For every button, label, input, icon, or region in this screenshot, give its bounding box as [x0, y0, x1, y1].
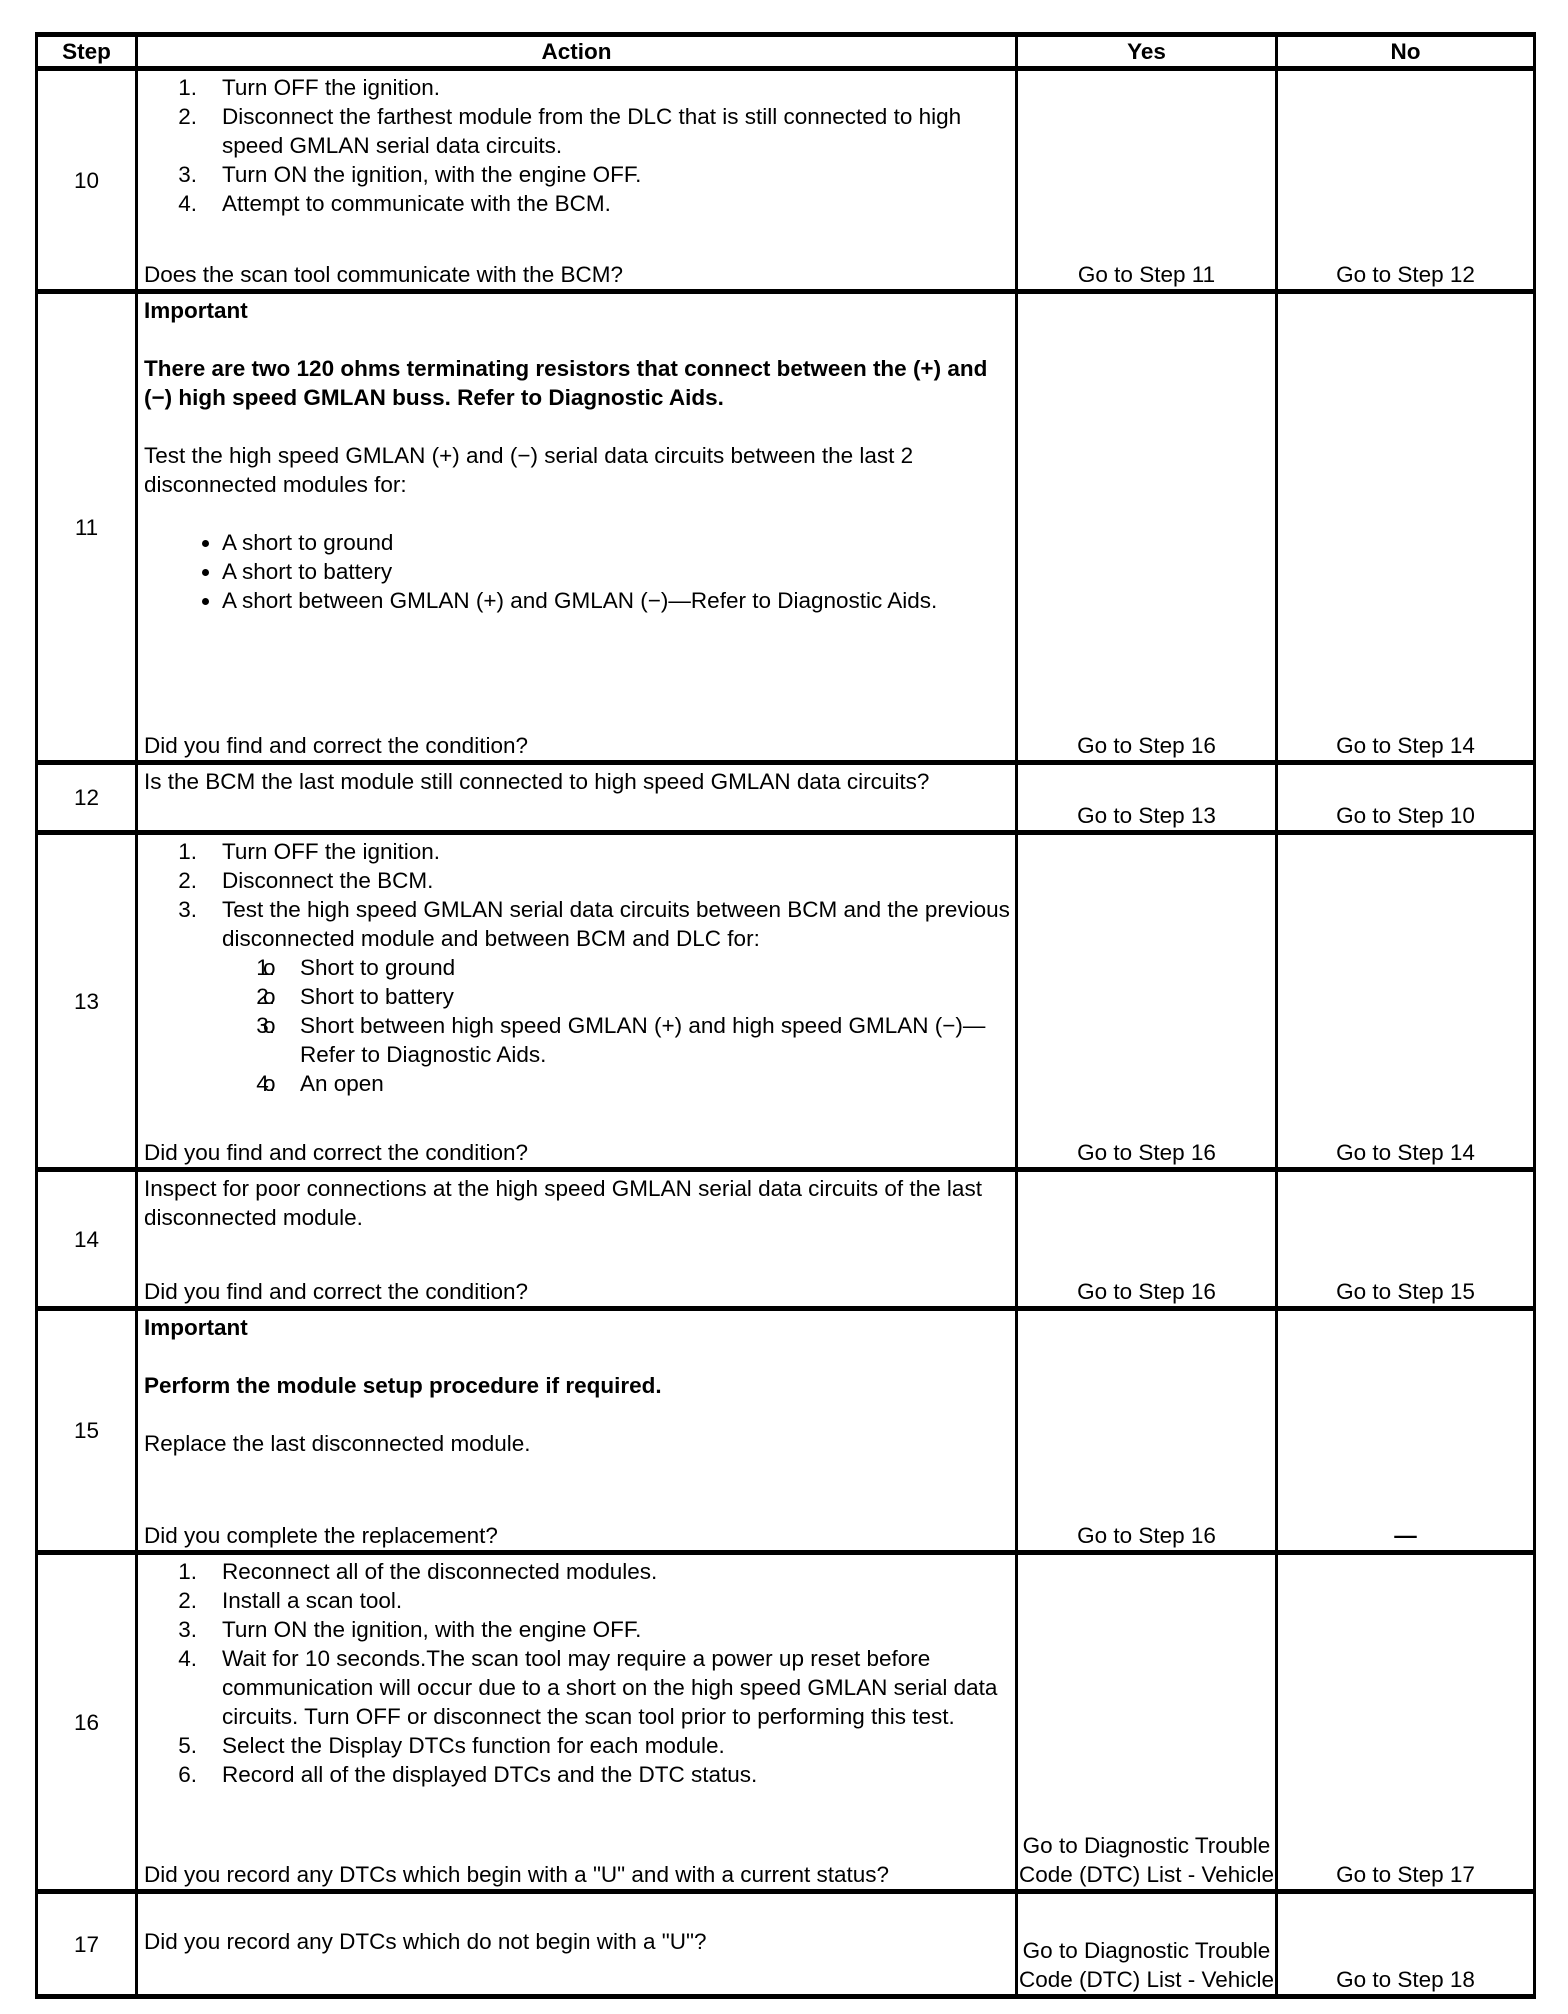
numbered-steps	[144, 837, 1011, 1098]
step-text: Wait for 10 seconds.The scan tool may require a power up reset before communication will occur due to a short on the high speed GMLAN serial data circuits. Turn OFF or disconnect the scan tool prior to performing this test.	[222, 1646, 998, 1729]
bullet-item: • A short between GMLAN (+) and GMLAN (−)—Refer to Diagnostic Aids.	[222, 586, 1011, 615]
step-text: Turn OFF the ignition.	[222, 75, 441, 100]
sub-check-item: o Short to ground	[300, 953, 1011, 982]
table-row	[35, 294, 1536, 765]
spacer	[144, 325, 1011, 354]
instruction-text: Inspect for poor connections at the high speed GMLAN serial data circuits of the last disconnected module.	[144, 1176, 982, 1230]
sub-check-item: o Short to battery	[300, 982, 1011, 1011]
question-text: Did you complete the replacement?	[144, 1523, 498, 1548]
question-text: Did you find and correct the condition?	[144, 1279, 528, 1304]
sub-check-item: o Short between high speed GMLAN (+) and high speed GMLAN (−)—Refer to Diagnostic Aids.	[300, 1011, 1011, 1069]
no-result[interactable]: Go to Step 14	[1275, 294, 1536, 760]
step-text: Test the high speed GMLAN serial data circuits between BCM and the previous disconnected module and between BCM and DLC for:	[222, 897, 1010, 951]
no-result[interactable]: Go to Step 15	[1275, 1172, 1536, 1306]
step-number: 10	[35, 71, 135, 289]
no-result[interactable]: Go to Step 18	[1275, 1894, 1536, 1994]
numbered-step	[222, 1586, 1011, 1615]
numbered-step	[222, 73, 1011, 102]
numbered-step	[222, 1644, 1011, 1731]
important-text: Important	[144, 1315, 248, 1340]
step-text: Disconnect the farthest module from the DLC that is still connected to high speed GMLAN serial data circuits.	[222, 104, 962, 158]
question-text: Does the scan tool communicate with the BCM?	[144, 262, 623, 287]
numbered-step	[222, 895, 1011, 1098]
step-text: Reconnect all of the disconnected modules.	[222, 1559, 658, 1584]
step-text: Turn OFF the ignition.	[222, 839, 441, 864]
action-cell	[135, 294, 1015, 760]
question-text: Did you find and correct the condition?	[144, 1140, 528, 1165]
yes-result[interactable]: Go to Step 16	[1015, 1311, 1275, 1550]
step-number: 14	[35, 1172, 135, 1306]
bullet-list	[144, 528, 1011, 615]
yes-result[interactable]: Go to Step 11	[1015, 71, 1275, 289]
yes-result[interactable]: Go to Diagnostic Trouble Code (DTC) List - Vehicle	[1015, 1555, 1275, 1889]
instruction-text: Test the high speed GMLAN (+) and (−) serial data circuits between the last 2 disconnected modules for:	[144, 443, 914, 497]
action-cell	[135, 835, 1015, 1167]
step-number: 15	[35, 1311, 135, 1550]
step-number: 12	[35, 765, 135, 830]
step-number: 16	[35, 1555, 135, 1889]
bullet-item: • A short to ground	[222, 528, 1011, 557]
numbered-step	[222, 1760, 1011, 1789]
numbered-step	[222, 1615, 1011, 1644]
table-row	[35, 835, 1536, 1172]
table-row	[35, 1555, 1536, 1894]
question-text: Did you record any DTCs which do not begin with a "U"?	[144, 1929, 707, 1954]
important-text: There are two 120 ohms terminating resistors that connect between the (+) and (−) high speed GMLAN buss. Refer to Diagnostic Aids.	[144, 356, 988, 410]
yes-result[interactable]: Go to Step 16	[1015, 1172, 1275, 1306]
table-row	[35, 71, 1536, 294]
numbered-step	[222, 837, 1011, 866]
no-result[interactable]: Go to Step 14	[1275, 835, 1536, 1167]
action-cell	[135, 1172, 1015, 1306]
instruction-text: Is the BCM the last module still connected to high speed GMLAN data circuits?	[144, 769, 930, 794]
step-text: Turn ON the ignition, with the engine OFF.	[222, 162, 642, 187]
numbered-step	[222, 1557, 1011, 1586]
sub-check-item: o An open	[300, 1069, 1011, 1098]
spacer	[144, 499, 1011, 528]
no-result[interactable]: —	[1275, 1311, 1536, 1550]
numbered-step	[222, 1731, 1011, 1760]
yes-result[interactable]: Go to Step 16	[1015, 835, 1275, 1167]
header-action: Action	[135, 37, 1015, 66]
table-row	[35, 1172, 1536, 1311]
header-no: No	[1275, 37, 1536, 66]
step-text: Select the Display DTCs function for each module.	[222, 1733, 725, 1758]
no-result[interactable]: Go to Step 10	[1275, 765, 1536, 830]
step-text: Install a scan tool.	[222, 1588, 403, 1613]
spacer	[144, 1400, 1011, 1429]
important-text: Perform the module setup procedure if required.	[144, 1373, 662, 1398]
action-cell	[135, 1894, 1015, 1994]
step-number: 11	[35, 294, 135, 760]
instruction-text: Replace the last disconnected module.	[144, 1431, 531, 1456]
step-text: Disconnect the BCM.	[222, 868, 434, 893]
bullet-item: • A short to battery	[222, 557, 1011, 586]
table-row	[35, 1311, 1536, 1555]
table-header-row	[35, 37, 1536, 71]
question-text: Did you find and correct the condition?	[144, 733, 528, 758]
header-step: Step	[35, 37, 135, 66]
question-text: Did you record any DTCs which begin with a "U" and with a current status?	[144, 1862, 890, 1887]
step-text: Record all of the displayed DTCs and the DTC status.	[222, 1762, 758, 1787]
spacer	[144, 1342, 1011, 1371]
spacer	[144, 412, 1011, 441]
step-number: 17	[35, 1894, 135, 1994]
step-text: Turn ON the ignition, with the engine OFF.	[222, 1617, 642, 1642]
yes-result[interactable]: Go to Step 16	[1015, 294, 1275, 760]
yes-result[interactable]: Go to Diagnostic Trouble Code (DTC) List - Vehicle	[1015, 1894, 1275, 1994]
sub-checklist	[222, 953, 1011, 1098]
numbered-step	[222, 160, 1011, 189]
numbered-steps	[144, 73, 1011, 218]
action-cell	[135, 765, 1015, 830]
action-cell	[135, 1311, 1015, 1550]
table-row	[35, 1894, 1536, 1994]
numbered-step	[222, 866, 1011, 895]
table-row	[35, 765, 1536, 835]
numbered-steps	[144, 1557, 1011, 1789]
action-cell	[135, 71, 1015, 289]
step-text: Attempt to communicate with the BCM.	[222, 191, 611, 216]
numbered-step	[222, 189, 1011, 218]
numbered-step	[222, 102, 1011, 160]
step-number: 13	[35, 835, 135, 1167]
action-cell	[135, 1555, 1015, 1889]
diagnostic-steps-table	[35, 32, 1536, 1999]
important-text: Important	[144, 298, 248, 323]
header-yes: Yes	[1015, 37, 1275, 66]
no-result[interactable]: Go to Step 12	[1275, 71, 1536, 289]
no-result[interactable]: Go to Step 17	[1275, 1555, 1536, 1889]
yes-result[interactable]: Go to Step 13	[1015, 765, 1275, 830]
